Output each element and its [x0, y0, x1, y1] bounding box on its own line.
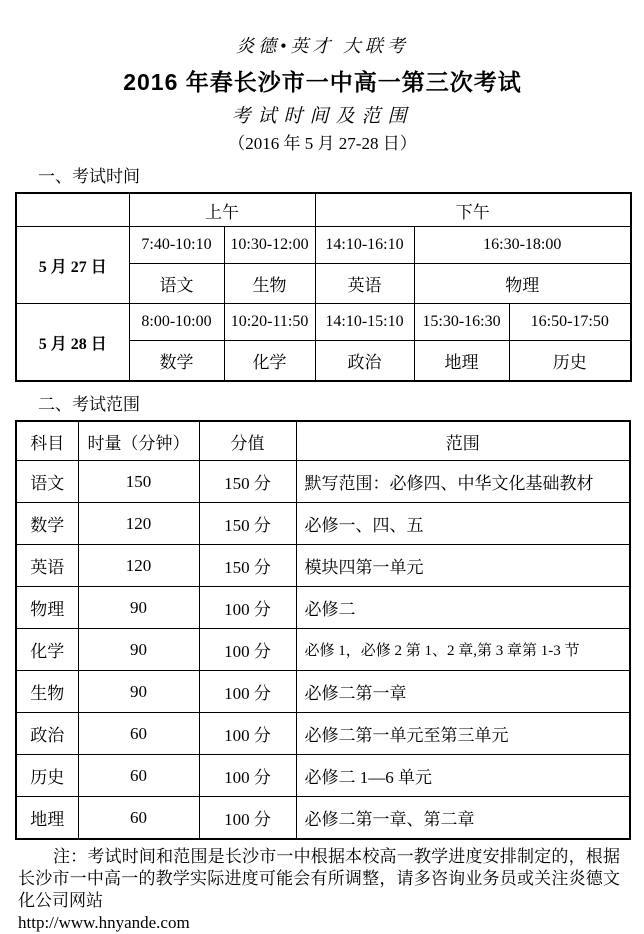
scope-score-cell: 150 分 [199, 503, 296, 545]
scope-score-cell: 100 分 [199, 587, 296, 629]
table-row-chemistry [16, 629, 630, 671]
scope-score-cell: 150 分 [199, 461, 296, 503]
schedule-row-day1-times [16, 227, 631, 264]
scope-subject-cell: 物理 [16, 587, 78, 629]
schedule-subject-cell: 英语 [315, 264, 414, 304]
scope-range-cell: 必修二第一章 [296, 671, 630, 713]
schedule-subject-cell: 化学 [224, 341, 315, 382]
schedule-header-row [16, 193, 631, 227]
schedule-time-cell: 14:10-15:10 [315, 304, 414, 341]
table-row-history [16, 755, 630, 797]
schedule-time-cell: 16:50-17:50 [509, 304, 631, 341]
scope-minutes-cell: 90 [78, 671, 199, 713]
schedule-header-morning: 上午 [129, 193, 315, 227]
schedule-row-day2-times [16, 304, 631, 341]
schedule-time-cell: 16:30-18:00 [414, 227, 631, 264]
table-row-politics [16, 713, 630, 755]
table-row-biology [16, 671, 630, 713]
scope-subject-cell: 地理 [16, 797, 78, 840]
schedule-header-afternoon: 下午 [315, 193, 631, 227]
scope-subject-cell: 生物 [16, 671, 78, 713]
scope-score-cell: 100 分 [199, 713, 296, 755]
scope-score-cell: 100 分 [199, 629, 296, 671]
scope-range-cell: 默写范围：必修四、中华文化基础教材 [296, 461, 630, 503]
table-row-geography [16, 797, 630, 840]
scope-range-cell: 必修二第一单元至第三单元 [296, 713, 630, 755]
scope-minutes-cell: 120 [78, 503, 199, 545]
page-title: 2016 年春长沙市一中高一第三次考试 [123, 69, 522, 95]
schedule-time-cell: 14:10-16:10 [315, 227, 414, 264]
schedule-time-cell: 7:40-10:10 [129, 227, 224, 264]
schedule-corner-cell [16, 193, 129, 227]
scope-subject-cell: 语文 [16, 461, 78, 503]
scope-header-minutes: 时量（分钟） [78, 421, 199, 461]
schedule-time-cell: 15:30-16:30 [414, 304, 509, 341]
schedule-time-cell: 10:30-12:00 [224, 227, 315, 264]
scope-minutes-cell: 90 [78, 629, 199, 671]
section-heading-exam-scope: 二、考试范围 [38, 395, 140, 414]
scope-range-cell: 必修二第一章、第二章 [296, 797, 630, 840]
scope-minutes-cell: 60 [78, 755, 199, 797]
subtitle: 考试时间及范围 [231, 106, 414, 127]
schedule-time-cell: 8:00-10:00 [129, 304, 224, 341]
scope-range-cell: 模块四第一单元 [296, 545, 630, 587]
schedule-date-day2: 5 月 28 日 [16, 304, 129, 382]
scope-header-range: 范围 [296, 421, 630, 461]
scope-minutes-cell: 120 [78, 545, 199, 587]
scope-subject-cell: 英语 [16, 545, 78, 587]
table-row-physics [16, 587, 630, 629]
scope-subject-cell: 政治 [16, 713, 78, 755]
brand-line: 炎德•英才 大联考 [236, 36, 409, 56]
scope-score-cell: 100 分 [199, 797, 296, 840]
scope-minutes-cell: 60 [78, 797, 199, 840]
scope-subject-cell: 化学 [16, 629, 78, 671]
scope-score-cell: 150 分 [199, 545, 296, 587]
scope-subject-cell: 数学 [16, 503, 78, 545]
schedule-subject-cell: 语文 [129, 264, 224, 304]
section-heading-exam-time: 一、考试时间 [38, 167, 140, 186]
scope-header-row [16, 421, 630, 461]
scope-subject-cell: 历史 [16, 755, 78, 797]
scope-range-cell: 必修二 1—6 单元 [296, 755, 630, 797]
scope-minutes-cell: 60 [78, 713, 199, 755]
scope-range-cell: 必修 1，必修 2 第 1、2 章,第 3 章第 1-3 节 [296, 629, 630, 671]
footer-note-text: 注：考试时间和范围是长沙市一中根据本校高一教学进度安排制定的，根据长沙市一中高一的教学实际进度可能会有所调整，请多咨询业务员或关注炎德文化公司网站 [18, 847, 620, 910]
schedule-time-cell: 10:20-11:50 [224, 304, 315, 341]
table-row-chinese [16, 461, 630, 503]
scope-minutes-cell: 90 [78, 587, 199, 629]
schedule-subject-cell: 政治 [315, 341, 414, 382]
exam-scope-table [15, 420, 631, 840]
table-row-math [16, 503, 630, 545]
scope-header-subject: 科目 [16, 421, 78, 461]
scope-score-cell: 100 分 [199, 671, 296, 713]
footer-note [18, 846, 620, 934]
schedule-date-day1: 5 月 27 日 [16, 227, 129, 304]
scope-range-cell: 必修一、四、五 [296, 503, 630, 545]
schedule-subject-cell: 生物 [224, 264, 315, 304]
schedule-subject-cell: 数学 [129, 341, 224, 382]
schedule-subject-cell: 地理 [414, 341, 509, 382]
scope-score-cell: 100 分 [199, 755, 296, 797]
exam-schedule-table [15, 192, 632, 382]
date-range: （2016 年 5 月 27-28 日） [228, 134, 417, 153]
scope-range-cell: 必修二 [296, 587, 630, 629]
scope-minutes-cell: 150 [78, 461, 199, 503]
footer-note-url: http://www.hnyande.com [18, 913, 190, 932]
scope-header-score: 分值 [199, 421, 296, 461]
table-row-english [16, 545, 630, 587]
schedule-subject-cell: 物理 [414, 264, 631, 304]
schedule-subject-cell: 历史 [509, 341, 631, 382]
